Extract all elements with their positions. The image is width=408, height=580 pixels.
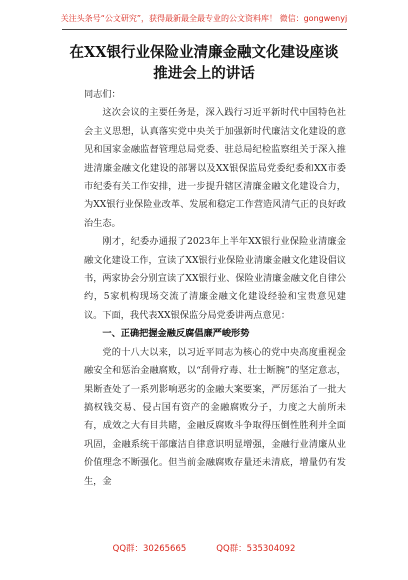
section-heading-1: 一、正确把握金融反腐倡廉严峻形势 bbox=[102, 328, 250, 340]
header-banner: 关注头条号“公文研究”，获得最新最全最专业的公文资料库！ 微信：gongwenyj bbox=[60, 14, 348, 23]
title-line-2: 推进会上的讲话 bbox=[153, 65, 255, 82]
footer-qq-group-2: QQ群：535304092 bbox=[216, 544, 296, 554]
paragraph-report: 刚才，纪委办通报了2023年上半年XX银行业保险业清廉金融文化建设工作，宣读了XX银行业保险业清廉金融文化建设倡议书，两家协会分别宣读了XX银行业、保险业清廉金融文化自律公约，5家机构现场交流了清廉金融文化建设经验和宝贵意见建议。下面，我代表XX银保监分局党委讲两点意见： bbox=[84, 236, 346, 321]
paragraph-section-1: 党的十八大以来，以习近平同志为核心的党中央高度重视金融安全和惩治金融腐败，以“刮骨疗毒、壮士断腕”的坚定意志，果断查处了一系列影响恶劣的金融大案要案，严厉惩治了一批大搞权钱交易、侵占国有资产的金融腐败分子，力度之大前所未有，成效之大有目共睹，金融反腐败斗争取得压倒性胜利并全面巩固，金融系统干部廉洁自律意识明显增强，金融行业清廉从业价值理念不断强化。但当前金融腐败存量还未清底，增量仍有发生，金 bbox=[84, 346, 346, 487]
title-line-1: 在XX银行业保险业清廉金融文化建设座谈 bbox=[69, 44, 339, 61]
paragraph-intro: 这次会议的主要任务是，深入践行习近平新时代中国特色社会主义思想，认真落实党中央关于加强新时代廉洁文化建设的意见和国家金融监督管理总局党委、驻总局纪检监察组关于深入推进清廉金融文化建设的部署以及XX银保监局党委纪委和XX市委市纪委有关工作安排，进一步提升辖区清廉金融文化建设合力，为XX银行业保险业改革、发展和稳定工作营造风清气正的良好政治生态。 bbox=[84, 107, 346, 229]
document-body bbox=[84, 86, 346, 491]
salutation: 同志们： bbox=[84, 89, 121, 100]
header-divider bbox=[62, 29, 347, 30]
footer-qq-group-1: QQ群：30265665 bbox=[112, 544, 187, 554]
document-title bbox=[0, 42, 408, 84]
footer-contact bbox=[0, 542, 408, 554]
